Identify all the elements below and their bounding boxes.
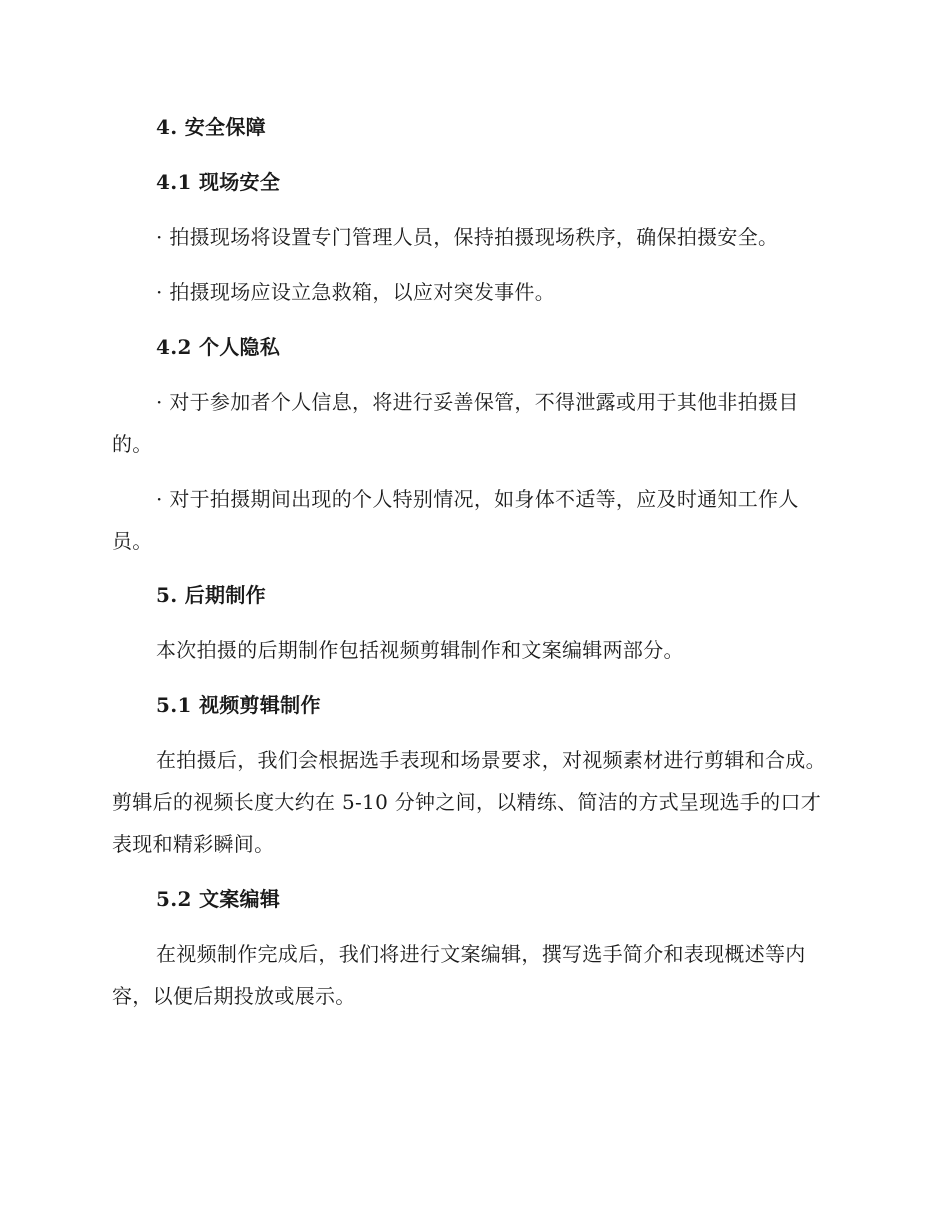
- bullet-paragraph: · 对于参加者个人信息，将进行妥善保管，不得泄露或用于其他非拍摄目的。: [112, 390, 799, 456]
- section-heading-4: 4. 安全保障: [156, 115, 266, 139]
- section-heading-4-1: 4.1 现场安全: [156, 170, 281, 194]
- bullet-paragraph: · 拍摄现场将设置专门管理人员，保持拍摄现场秩序，确保拍摄安全。: [156, 225, 779, 249]
- bullet-paragraph: · 对于拍摄期间出现的个人特别情况，如身体不适等，应及时通知工作人员。: [112, 487, 799, 553]
- bullet-paragraph: · 拍摄现场应设立急救箱，以应对突发事件。: [156, 280, 556, 304]
- body-paragraph: 在拍摄后，我们会根据选手表现和场景要求，对视频素材进行剪辑和合成。剪辑后的视频长度大约在 5-10 分钟之间，以精练、简洁的方式呈现选手的口才表现和精彩瞬间。: [112, 748, 826, 856]
- section-heading-5-2: 5.2 文案编辑: [156, 887, 281, 911]
- body-paragraph: 在视频制作完成后，我们将进行文案编辑，撰写选手简介和表现概述等内容，以便后期投放或展示。: [112, 942, 806, 1008]
- body-paragraph: 本次拍摄的后期制作包括视频剪辑制作和文案编辑两部分。: [156, 638, 684, 662]
- section-heading-5: 5. 后期制作: [156, 583, 266, 607]
- section-heading-5-1: 5.1 视频剪辑制作: [156, 693, 321, 717]
- section-heading-4-2: 4.2 个人隐私: [156, 335, 281, 359]
